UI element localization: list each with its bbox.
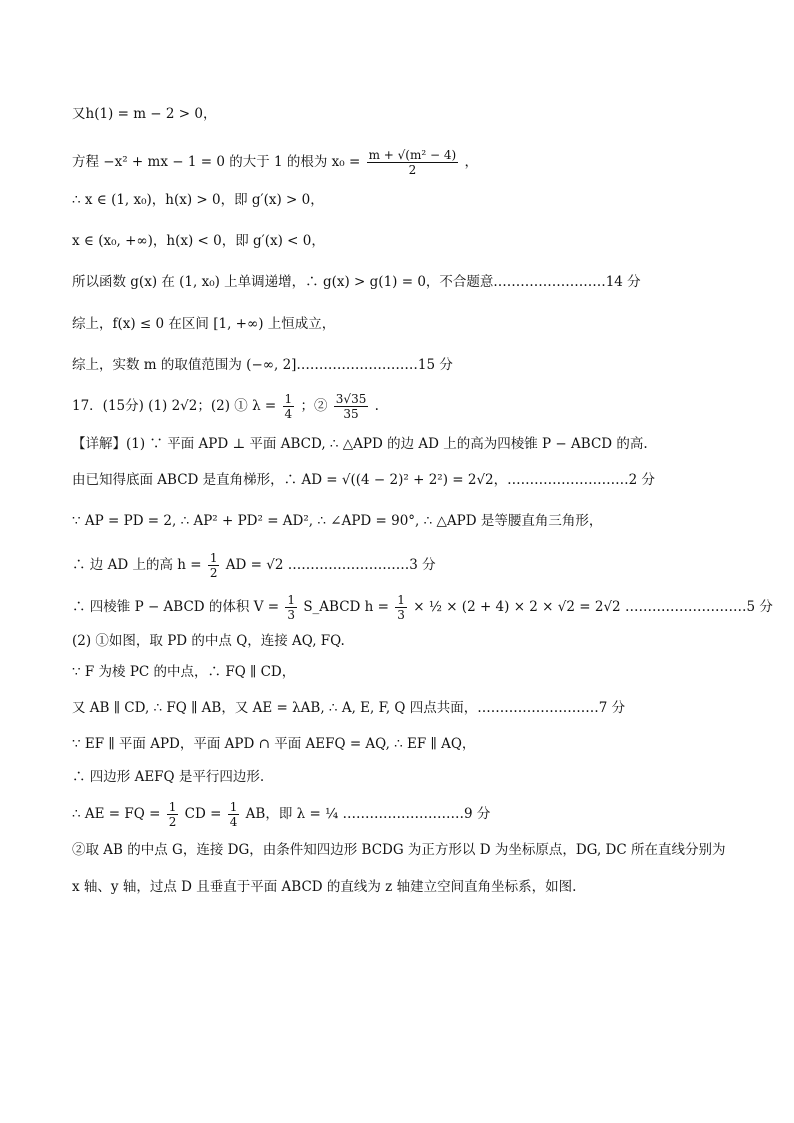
line-answer-17 (72, 392, 734, 421)
line-part2-4: ∵ EF ∥ 平面 APD，平面 APD ∩ 平面 AEFQ = AQ, ∴ EF ∥ AQ， (72, 736, 476, 752)
height-post: AD = √2 ………………………3 分 (225, 557, 436, 573)
line-interval-1: ∴ x ∈ (1, x₀)，h(x) > 0，即 g′(x) > 0， (72, 192, 324, 208)
fraction-half (208, 551, 220, 580)
line-volume (72, 593, 773, 622)
fraction-half-cd (167, 800, 179, 829)
fraction-denominator: 3 (287, 608, 296, 622)
fraction-lambda (283, 392, 295, 421)
fraction-denominator: 3 (397, 608, 405, 622)
fraction-denominator: 2 (209, 566, 218, 580)
fraction-numerator: 1 (287, 593, 296, 607)
fraction-third-2 (395, 593, 407, 622)
line-summary-1: 综上，f(x) ≤ 0 在区间 [1, +∞) 上恒成立， (72, 316, 336, 332)
ratio-pre: ∴ AE = FQ = (72, 806, 161, 822)
fraction-numerator: 1 (397, 593, 405, 607)
fraction-denominator: 2 (408, 163, 417, 177)
fraction-numerator: 1 (209, 551, 218, 565)
line-root-post: ， (464, 154, 478, 170)
line-coord-2: x 轴、y 轴，过点 D 且垂直于平面 ABCD 的直线为 z 轴建立空间直角坐标系，如图. (72, 879, 577, 895)
fraction-denominator: 2 (168, 815, 177, 829)
fraction-answer-2 (334, 392, 369, 421)
volume-pre: ∴ 四棱锥 P − ABCD 的体积 V = (72, 599, 280, 615)
line-detail-1: 【详解】(1) ∵ 平面 APD ⊥ 平面 ABCD, ∴ △APD 的边 AD 上的高为四棱锥 P − ABCD 的高. (72, 436, 648, 452)
line-height (72, 551, 734, 580)
fraction-denominator: 35 (343, 407, 359, 421)
line-root (72, 148, 734, 177)
line-part2-3: 又 AB ∥ CD, ∴ FQ ∥ AB，又 AE = λAB, ∴ A, E, F, Q 四点共面，………………………7 分 (72, 700, 626, 716)
volume-mid: S_ABCD h = (303, 599, 389, 615)
fraction-numerator: 3√35 (335, 392, 367, 406)
line-h1: 又h(1) = m − 2 > 0， (72, 106, 217, 122)
line-root-pre: 方程 −x² + mx − 1 = 0 的大于 1 的根为 x₀ = (72, 154, 361, 170)
line-detail-3: ∵ AP = PD = 2, ∴ AP² + PD² = AD², ∴ ∠APD = 90°, ∴ △APD 是等腰直角三角形， (72, 513, 603, 529)
line-part2-2: ∵ F 为棱 PC 的中点，∴ FQ ∥ CD， (72, 664, 296, 680)
fraction-numerator: m + √(m² − 4) (368, 148, 457, 162)
answer-post: . (374, 398, 379, 414)
fraction-quarter-ab (228, 800, 240, 829)
answer-pre: 17．(15分) (1) 2√2；(2) ① λ = (72, 398, 277, 414)
ratio-mid: CD = (184, 806, 222, 822)
answer-mid: ；② (300, 398, 328, 414)
ratio-post: AB，即 λ = ¼ ………………………9 分 (245, 806, 491, 822)
line-interval-2: x ∈ (x₀, +∞)，h(x) < 0，即 g′(x) < 0， (72, 233, 325, 249)
fraction-denominator: 4 (284, 407, 293, 421)
fraction-denominator: 4 (229, 815, 238, 829)
fraction-root (367, 148, 459, 177)
line-part2-6 (72, 800, 734, 829)
fraction-numerator: 1 (229, 800, 238, 814)
height-pre: ∴ 边 AD 上的高 h = (72, 557, 202, 573)
line-summary-2: 综上，实数 m 的取值范围为 (−∞, 2]………………………15 分 (72, 357, 453, 373)
line-coord-1: ②取 AB 的中点 G，连接 DG，由条件知四边形 BCDG 为正方形以 D 为坐标原点，DG, DC 所在直线分别为 (72, 842, 726, 858)
line-part2-1: (2) ①如图，取 PD 的中点 Q，连接 AQ, FQ. (72, 633, 345, 649)
fraction-numerator: 1 (284, 392, 293, 406)
volume-post: × ½ × (2 + 4) × 2 × √2 = 2√2 ………………………5 分 (413, 599, 773, 615)
fraction-numerator: 1 (168, 800, 177, 814)
line-detail-2: 由已知得底面 ABCD 是直角梯形，∴ AD = √((4 − 2)² + 2²) = 2√2，………………………2 分 (72, 472, 656, 488)
line-part2-5: ∴ 四边形 AEFQ 是平行四边形. (72, 769, 265, 785)
line-monotonic: 所以函数 g(x) 在 (1, x₀) 上单调递增，∴ g(x) > g(1) = 0，不合题意.……………………14 分 (72, 274, 641, 290)
fraction-third (285, 593, 297, 622)
